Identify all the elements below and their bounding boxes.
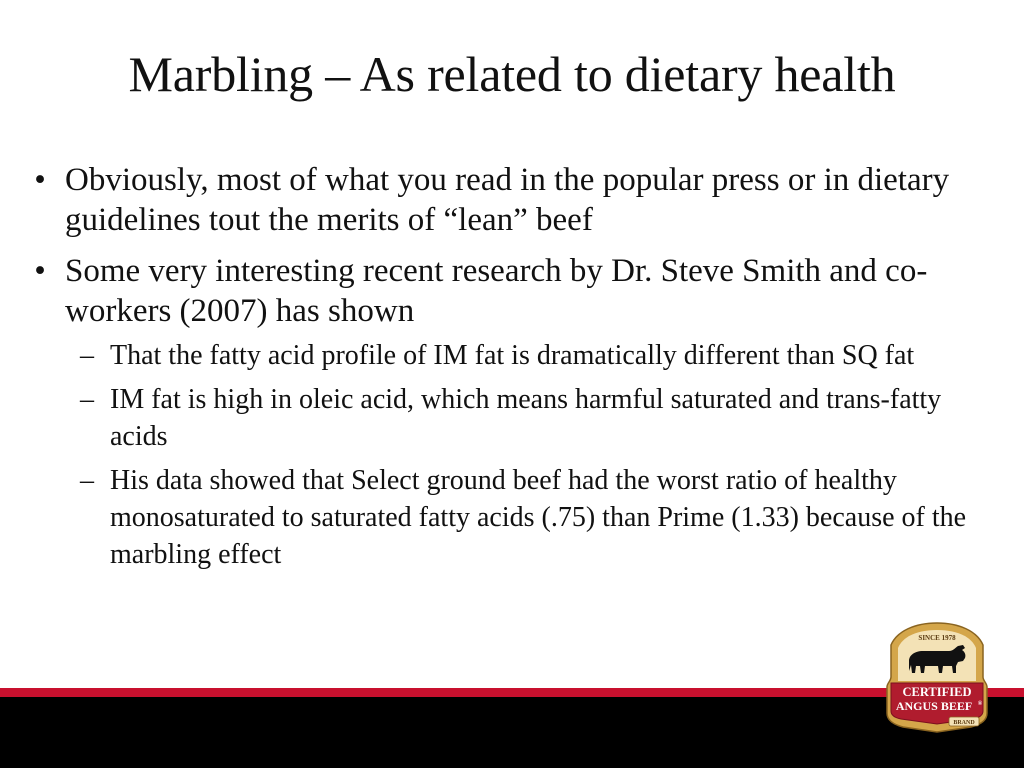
- sub-bullet-text: His data showed that Select ground beef had the worst ratio of healthy monosaturated to saturated fatty acids (.75) than Prime (1.33) because of the marbling effect: [110, 465, 967, 570]
- sub-bullet-item: [65, 337, 1005, 374]
- certified-angus-beef-logo: [883, 621, 991, 733]
- logo-brand-text: BRAND: [953, 720, 975, 726]
- footer-red-stripe: [0, 688, 1024, 697]
- bullet-list: [30, 160, 1005, 584]
- logo-certified-text: CERTIFIED: [902, 685, 972, 699]
- bullet-text: Obviously, most of what you read in the popular press or in dietary guidelines tout the merits of “lean” beef: [65, 162, 950, 238]
- bullet-item: [30, 160, 1005, 240]
- sub-bullet-item: [65, 462, 1005, 573]
- bullet-glyph: •: [34, 253, 46, 289]
- sub-bullet-text: That the fatty acid profile of IM fat is dramatically different than SQ fat: [110, 340, 915, 371]
- sub-bullet-item: [65, 381, 1005, 455]
- sub-bullet-list: [65, 337, 1005, 573]
- dash-glyph: –: [80, 340, 94, 371]
- logo-since-text: SINCE 1978: [918, 634, 956, 642]
- bullet-glyph: •: [34, 162, 46, 198]
- sub-bullet-text: IM fat is high in oleic acid, which means harmful saturated and trans-fatty acids: [110, 384, 942, 452]
- logo-badge: [883, 621, 991, 733]
- bullet-text: Some very interesting recent research by Dr. Steve Smith and co-workers (2007) has shown: [65, 253, 928, 329]
- dash-glyph: –: [80, 384, 94, 415]
- dash-glyph: –: [80, 465, 94, 496]
- logo-angus-beef-text: ANGUS BEEF: [895, 699, 973, 713]
- footer-black-band: [0, 697, 1024, 768]
- bullet-item: [30, 251, 1005, 573]
- slide-title: Marbling – As related to dietary health: [128, 46, 896, 102]
- logo-registered-mark: ®: [977, 701, 983, 707]
